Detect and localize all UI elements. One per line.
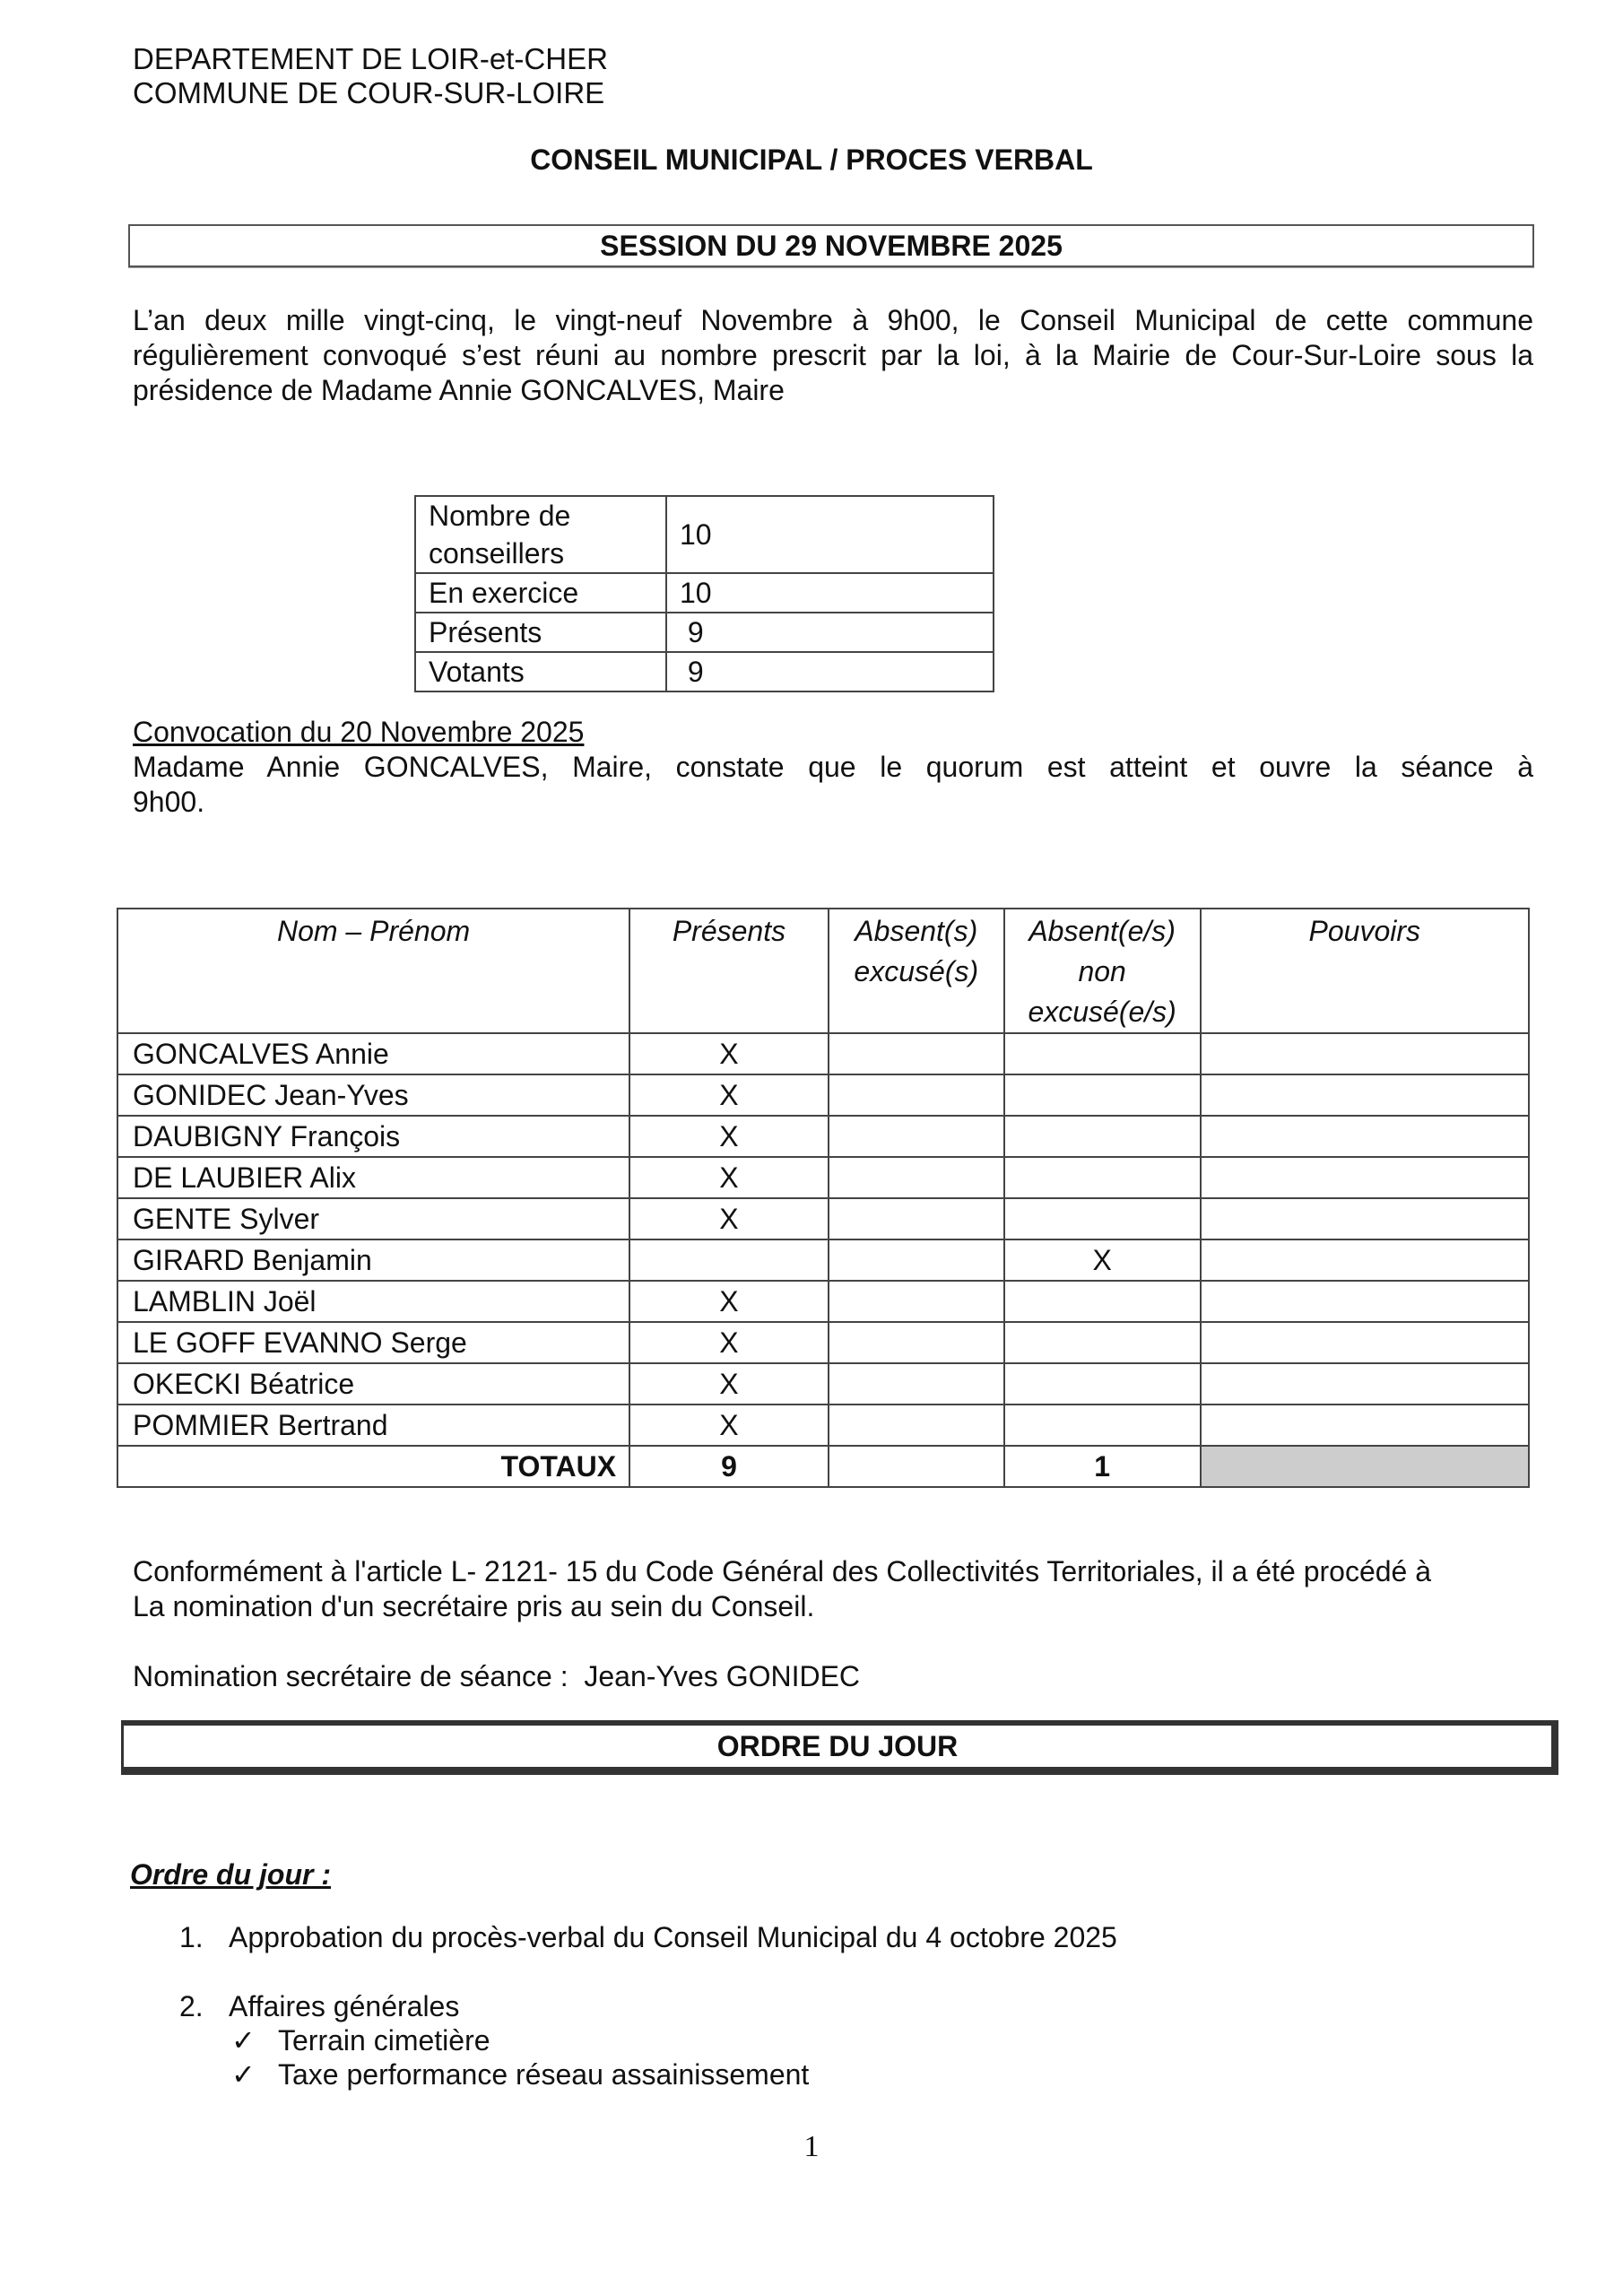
agenda-item-1 — [179, 1920, 1117, 1955]
article-line: Conformément à l'article L- 2121- 15 du Code Général des Collectivités Territoriales, il a été procédé à — [133, 1555, 1432, 1587]
stats-value: 9 — [666, 652, 994, 691]
agenda-number: 1. — [179, 1921, 204, 1953]
proxy-cell — [1201, 1198, 1529, 1239]
excused-mark — [829, 1405, 1004, 1446]
roll-call-table — [117, 908, 1530, 1488]
totals-excused — [829, 1446, 1004, 1487]
excused-mark — [829, 1116, 1004, 1157]
stats-label: Votants — [415, 652, 666, 691]
checkmark-icon: ✓ — [231, 2058, 256, 2091]
header-text: excusé(s) — [854, 955, 979, 987]
proxy-cell — [1201, 1157, 1529, 1198]
department-name: DEPARTEMENT DE LOIR-et-CHER — [133, 42, 608, 75]
intro-line: L’an deux mille vingt-cinq, le vingt-neuf Novembre à 9h00, le Conseil Municipal de cette commune — [133, 304, 1533, 336]
member-name: DAUBIGNY François — [117, 1116, 629, 1157]
convocation-line: Madame Annie GONCALVES, Maire, constate que le quorum est atteint et ouvre la séance à — [133, 751, 1533, 783]
intro-line: régulièrement convoqué s’est réuni au nombre prescrit par la loi, à la Mairie de Cour-Sur-Loire sous la — [133, 339, 1533, 371]
unexcused-mark — [1004, 1198, 1201, 1239]
stats-row — [415, 652, 994, 691]
unexcused-mark — [1004, 1116, 1201, 1157]
intro-line: présidence de Madame Annie GONCALVES, Maire — [133, 374, 785, 406]
header-unexcused — [1004, 909, 1201, 1033]
checkmark-icon: ✓ — [231, 2024, 256, 2057]
table-row — [117, 1281, 1529, 1322]
present-mark: X — [629, 1033, 829, 1074]
totals-label: TOTAUX — [117, 1446, 629, 1487]
stats-value: 10 — [666, 496, 994, 573]
present-mark — [629, 1239, 829, 1281]
table-row — [117, 1074, 1529, 1116]
agenda-subitem — [231, 2057, 809, 2092]
excused-mark — [829, 1198, 1004, 1239]
member-name: LE GOFF EVANNO Serge — [117, 1322, 629, 1363]
article-paragraph — [133, 1554, 1533, 1624]
unexcused-mark: X — [1004, 1239, 1201, 1281]
proxy-cell — [1201, 1281, 1529, 1322]
excused-mark — [829, 1322, 1004, 1363]
excused-mark — [829, 1281, 1004, 1322]
stats-label: En exercice — [415, 573, 666, 613]
stats-row — [415, 573, 994, 613]
header-present: Présents — [629, 909, 829, 1033]
present-mark: X — [629, 1322, 829, 1363]
commune-name: COMMUNE DE COUR-SUR-LOIRE — [133, 76, 605, 109]
totals-unexcused: 1 — [1004, 1446, 1201, 1487]
intro-paragraph — [133, 303, 1533, 408]
member-name: GONIDEC Jean-Yves — [117, 1074, 629, 1116]
header-text: Absent(e/s) — [1028, 915, 1176, 947]
excused-mark — [829, 1157, 1004, 1198]
member-name: OKECKI Béatrice — [117, 1363, 629, 1405]
member-name: DE LAUBIER Alix — [117, 1157, 629, 1198]
unexcused-mark — [1004, 1033, 1201, 1074]
convocation-line: 9h00. — [133, 786, 205, 818]
convocation-title: Convocation du 20 Novembre 2025 — [133, 716, 585, 748]
stats-row — [415, 496, 994, 573]
header-text: excusé(e/s) — [1028, 996, 1176, 1028]
table-row — [117, 1033, 1529, 1074]
excused-mark — [829, 1363, 1004, 1405]
agenda-number: 2. — [179, 1990, 204, 2022]
unexcused-mark — [1004, 1322, 1201, 1363]
totals-present: 9 — [629, 1446, 829, 1487]
roll-header-row — [117, 909, 1529, 1033]
proxy-cell — [1201, 1363, 1529, 1405]
table-row — [117, 1363, 1529, 1405]
secretary-nomination: Nomination secrétaire de séance : Jean-Yves GONIDEC — [133, 1660, 861, 1692]
excused-mark — [829, 1239, 1004, 1281]
agenda-subitem — [231, 2023, 490, 2058]
present-mark: X — [629, 1074, 829, 1116]
council-stats-table — [414, 495, 994, 692]
proxy-cell — [1201, 1033, 1529, 1074]
stats-value: 9 — [666, 613, 994, 652]
proxy-cell — [1201, 1322, 1529, 1363]
proxy-cell — [1201, 1116, 1529, 1157]
agenda-label: Affaires générales — [229, 1990, 460, 2022]
ordre-du-jour-heading: Ordre du jour : — [130, 1858, 331, 1891]
proxy-cell — [1201, 1405, 1529, 1446]
page-number: 1 — [803, 2130, 820, 2163]
present-mark: X — [629, 1198, 829, 1239]
table-row — [117, 1198, 1529, 1239]
header-name: Nom – Prénom — [117, 909, 629, 1033]
proxy-cell — [1201, 1074, 1529, 1116]
unexcused-mark — [1004, 1405, 1201, 1446]
member-name: LAMBLIN Joël — [117, 1281, 629, 1322]
unexcused-mark — [1004, 1281, 1201, 1322]
member-name: GONCALVES Annie — [117, 1033, 629, 1074]
stats-label: Nombre de conseillers — [415, 496, 666, 573]
unexcused-mark — [1004, 1363, 1201, 1405]
excused-mark — [829, 1033, 1004, 1074]
agenda-label: Approbation du procès-verbal du Conseil Municipal du 4 octobre 2025 — [229, 1921, 1117, 1953]
unexcused-mark — [1004, 1074, 1201, 1116]
totals-proxy-shaded — [1201, 1446, 1529, 1487]
unexcused-mark — [1004, 1157, 1201, 1198]
header-text: non — [1078, 955, 1126, 987]
stats-value: 10 — [666, 573, 994, 613]
member-name: GENTE Sylver — [117, 1198, 629, 1239]
member-name: POMMIER Bertrand — [117, 1405, 629, 1446]
article-line: La nomination d'un secrétaire pris au sein du Conseil. — [133, 1590, 815, 1622]
present-mark: X — [629, 1281, 829, 1322]
table-row — [117, 1322, 1529, 1363]
table-row — [117, 1239, 1529, 1281]
ordre-du-jour-banner: ORDRE DU JOUR — [121, 1720, 1558, 1775]
document-title: CONSEIL MUNICIPAL / PROCES VERBAL — [530, 144, 1093, 176]
member-name: GIRARD Benjamin — [117, 1239, 629, 1281]
stats-row — [415, 613, 994, 652]
totals-row — [117, 1446, 1529, 1487]
agenda-sublabel: Taxe performance réseau assainissement — [278, 2058, 810, 2091]
agenda-sublabel: Terrain cimetière — [278, 2024, 490, 2057]
header-proxy: Pouvoirs — [1201, 909, 1529, 1033]
present-mark: X — [629, 1363, 829, 1405]
header-excused — [829, 909, 1004, 1033]
excused-mark — [829, 1074, 1004, 1116]
present-mark: X — [629, 1157, 829, 1198]
table-row — [117, 1116, 1529, 1157]
table-row — [117, 1157, 1529, 1198]
session-banner: SESSION DU 29 NOVEMBRE 2025 — [128, 224, 1534, 267]
stats-label: Présents — [415, 613, 666, 652]
agenda-item-2 — [179, 1989, 459, 2024]
header-text: Absent(s) — [855, 915, 978, 947]
present-mark: X — [629, 1116, 829, 1157]
table-row — [117, 1405, 1529, 1446]
convocation-section — [133, 715, 1533, 820]
present-mark: X — [629, 1405, 829, 1446]
proxy-cell — [1201, 1239, 1529, 1281]
